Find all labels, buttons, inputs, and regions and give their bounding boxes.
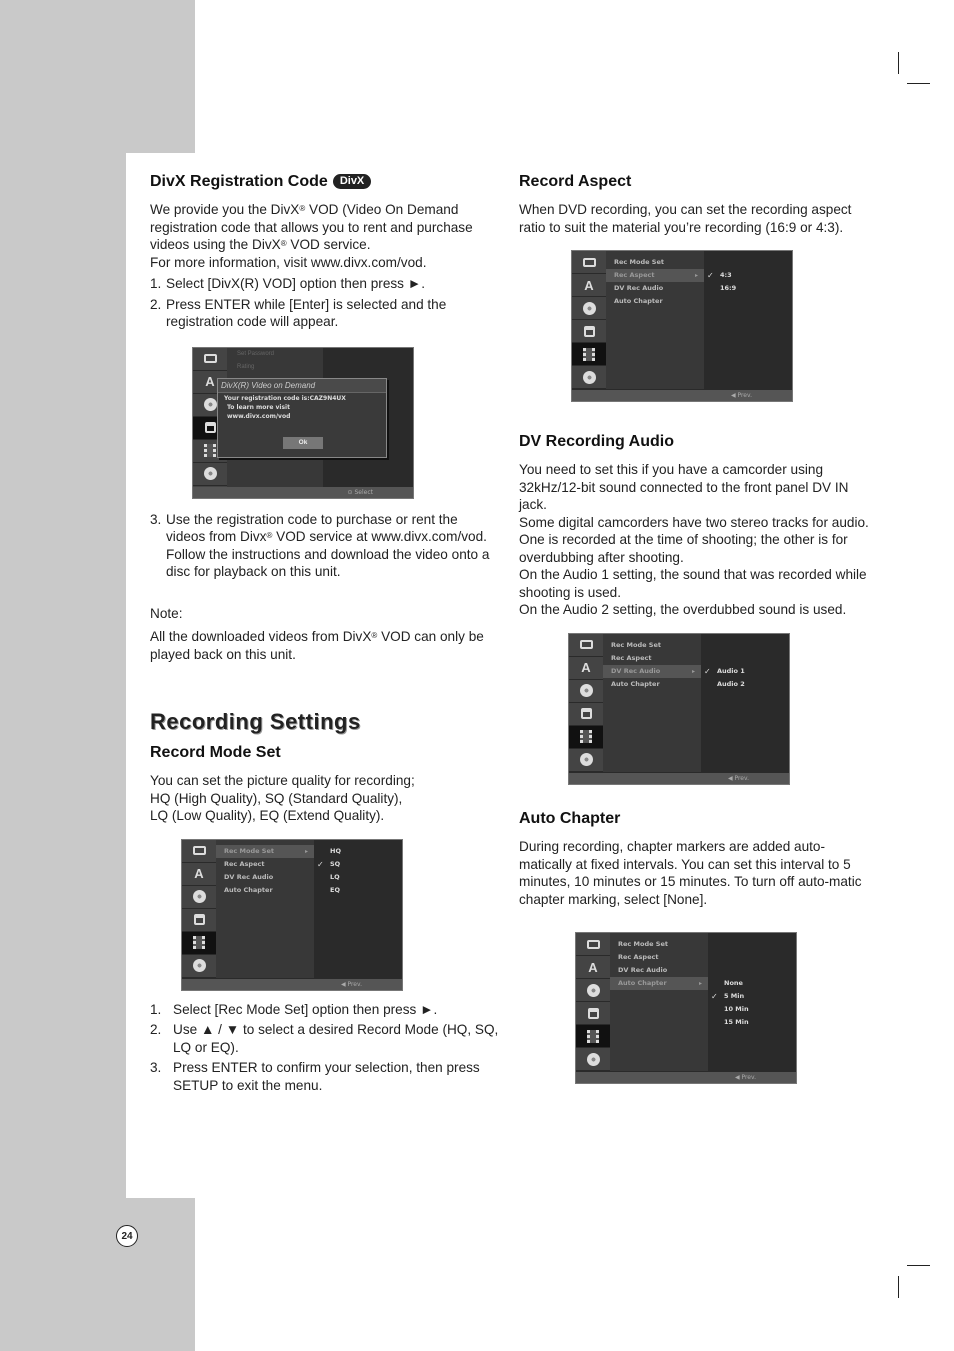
divx-intro-3: VOD service. bbox=[286, 237, 371, 253]
disc-icon bbox=[193, 348, 227, 371]
mode-text-line: HQ (High Quality), SQ (Standard Quality), bbox=[150, 790, 403, 806]
crop-mark bbox=[907, 1265, 930, 1266]
disc-icon bbox=[182, 840, 216, 863]
divx-badge: DivX bbox=[333, 174, 371, 189]
registration-code-line: Your registration code is:CAZ9N4UX bbox=[224, 394, 346, 402]
rec-mode-screen bbox=[181, 839, 403, 991]
prev-hint: ◀ Prev. bbox=[569, 773, 789, 784]
menu-list bbox=[610, 933, 708, 1071]
divx-intro-2: VOD (Video On Demand registration code that allows you to rent and purchase videos using the DivX bbox=[150, 202, 473, 253]
menu-item-auto-chapter[interactable]: Auto Chapter ▸ bbox=[610, 977, 708, 990]
dialog-url: www.divx.com/vod bbox=[227, 412, 291, 420]
step-text: Use ▲ / ▼ to select a desired Record Mode (HQ, SQ, LQ or EQ). bbox=[173, 1022, 499, 1055]
step-text: Press ENTER while [Enter] is selected and the registration code will appear. bbox=[166, 296, 447, 330]
step-text bbox=[166, 511, 500, 581]
prev-hint: ◀ Prev. bbox=[576, 1072, 796, 1083]
option-4-3[interactable] bbox=[704, 269, 792, 282]
option-label: SQ bbox=[330, 859, 341, 868]
others-icon bbox=[572, 366, 606, 389]
option-label: Audio 1 bbox=[717, 666, 745, 675]
dv-audio-p2: Some digital camcorders have two stereo tracks for audio. One is recorded at the time of shooting; the other is for overdubbing after shooting. bbox=[519, 514, 869, 565]
prev-hint: ◀ Prev. bbox=[572, 390, 792, 401]
menu-item-auto-chapter[interactable]: Auto Chapter bbox=[614, 297, 663, 306]
crop-mark bbox=[898, 1276, 899, 1298]
disc-icon bbox=[572, 251, 606, 274]
option-panel bbox=[708, 933, 796, 1071]
check-icon: ✓ bbox=[707, 271, 714, 281]
record-mode-heading: Record Mode Set bbox=[150, 744, 281, 762]
menu-item-rec-aspect[interactable]: Rec Aspect bbox=[224, 859, 265, 868]
check-icon: ✓ bbox=[704, 666, 711, 676]
language-icon: A bbox=[182, 863, 216, 886]
registered-mark: ® bbox=[266, 531, 273, 541]
divx-heading bbox=[150, 172, 500, 191]
option-lq[interactable]: LQ bbox=[330, 872, 340, 881]
step3-part-b: VOD service at www.divx.com/vod. Follow the instructions and download the video onto a disc for playback on this unit. bbox=[166, 529, 490, 580]
menu-item-dv-audio[interactable]: DV Rec Audio bbox=[614, 284, 664, 293]
others-icon bbox=[182, 955, 216, 978]
others-icon bbox=[576, 1048, 610, 1071]
option-16-9[interactable]: 16:9 bbox=[720, 284, 737, 293]
step3-part-a: Use the registration code to purchase or rent the videos from Divx bbox=[166, 511, 458, 545]
lock-icon bbox=[569, 703, 603, 726]
menu-item-auto-chapter[interactable]: Auto Chapter bbox=[224, 885, 273, 894]
menu-icon-bar bbox=[572, 251, 606, 389]
lock-icon bbox=[182, 909, 216, 932]
divx-intro-1: We provide you the DivX bbox=[150, 202, 300, 218]
divx-heading-text: DivX Registration Code bbox=[150, 173, 328, 190]
menu-icon-bar bbox=[182, 840, 216, 978]
step-number: 1. bbox=[150, 276, 162, 292]
option-hq[interactable]: HQ bbox=[330, 846, 341, 855]
disc-icon bbox=[569, 634, 603, 657]
check-icon: ✓ bbox=[317, 859, 324, 869]
list-item bbox=[150, 1001, 500, 1019]
step-number: 2. bbox=[150, 1022, 162, 1038]
auto-chapter-text: During recording, chapter markers are added auto-matically at fixed intervals. You can set this interval to 5 minutes, 10 minutes or 15 minutes. To turn off auto-matic chapter marking, select [None]. bbox=[519, 839, 862, 907]
menu-list bbox=[216, 840, 314, 978]
menu-item-dv-audio[interactable]: DV Rec Audio bbox=[224, 872, 274, 881]
dv-audio-p3: On the Audio 1 setting, the sound that was recorded while shooting is used. bbox=[519, 567, 867, 600]
auto-chapter-screen bbox=[575, 932, 797, 1084]
note-part-b: VOD can only be played back on this unit. bbox=[150, 629, 484, 662]
registered-mark: ® bbox=[371, 631, 378, 641]
audio-icon bbox=[569, 680, 603, 703]
ok-button[interactable]: Ok bbox=[283, 437, 323, 449]
note-part-a: All the downloaded videos from DivX bbox=[150, 629, 372, 645]
auto-chapter-heading: Auto Chapter bbox=[519, 809, 621, 827]
recording-icon bbox=[182, 932, 216, 955]
disc-icon bbox=[576, 933, 610, 956]
menu-item-rec-mode[interactable]: Rec Mode Set ▸ bbox=[216, 845, 314, 858]
step-text: Press ENTER to confirm your selection, then press SETUP to exit the menu. bbox=[173, 1060, 480, 1093]
dialog-title: DivX(R) Video on Demand bbox=[218, 379, 386, 393]
record-aspect-text: When DVD recording, you can set the recording aspect ratio to suit the material you’re recording (16:9 or 4:3). bbox=[519, 202, 852, 235]
crop-mark bbox=[907, 83, 930, 84]
divx-steps bbox=[150, 275, 500, 331]
page-number: 24 bbox=[116, 1225, 138, 1247]
menu-item-dv-audio[interactable]: DV Rec Audio bbox=[618, 966, 668, 975]
language-icon: A bbox=[576, 956, 610, 979]
divx-intro bbox=[150, 201, 500, 271]
lock-icon bbox=[572, 320, 606, 343]
margin-band-bottom bbox=[0, 1198, 195, 1351]
recording-icon bbox=[572, 343, 606, 366]
note-label: Note: bbox=[150, 605, 183, 621]
prev-hint: ◀ Prev. bbox=[182, 979, 402, 990]
section-title: Recording Settings bbox=[150, 709, 361, 735]
menu-item-rec-aspect[interactable]: Rec Aspect bbox=[618, 953, 659, 962]
option-panel bbox=[701, 634, 789, 772]
left-column bbox=[150, 172, 500, 1094]
dv-audio-heading: DV Recording Audio bbox=[519, 433, 674, 451]
crop-mark bbox=[898, 52, 899, 74]
note-text bbox=[150, 628, 500, 663]
dialog-line: To learn more visit bbox=[227, 403, 290, 411]
menu-item-rec-aspect[interactable]: Rec Aspect ▸ bbox=[606, 269, 704, 282]
list-item bbox=[150, 511, 500, 581]
option-panel bbox=[314, 840, 402, 978]
menu-item-rec-mode[interactable]: Rec Mode Set bbox=[614, 258, 664, 267]
language-icon: A bbox=[193, 371, 227, 394]
record-aspect-heading: Record Aspect bbox=[519, 173, 632, 190]
step-number: 1. bbox=[150, 1001, 162, 1017]
dv-audio-p4: On the Audio 2 setting, the overdubbed sound is used. bbox=[519, 602, 847, 618]
margin-band-top bbox=[0, 0, 195, 153]
language-icon: A bbox=[569, 657, 603, 680]
check-icon: ✓ bbox=[711, 992, 718, 1002]
menu-item-dimmed: Rating bbox=[237, 363, 255, 370]
others-icon bbox=[569, 749, 603, 772]
menu-icon-bar bbox=[576, 933, 610, 1071]
option-label: 5 Min bbox=[724, 992, 745, 1001]
mode-text-line: You can set the picture quality for recording; bbox=[150, 773, 415, 789]
others-icon bbox=[193, 463, 227, 486]
divx-step-3 bbox=[150, 511, 500, 581]
menu-list bbox=[606, 251, 704, 389]
rec-aspect-screen bbox=[571, 250, 793, 402]
registered-mark: ® bbox=[299, 204, 306, 214]
vod-dialog bbox=[217, 378, 387, 458]
recording-icon bbox=[569, 726, 603, 749]
menu-item-rec-aspect[interactable]: Rec Aspect bbox=[611, 653, 652, 662]
divx-intro-4: For more information, visit www.divx.com/vod. bbox=[150, 254, 427, 270]
audio-icon bbox=[182, 886, 216, 909]
audio-icon bbox=[576, 979, 610, 1002]
step-number: 2. bbox=[150, 296, 162, 312]
menu-item-dimmed: Set Password bbox=[237, 350, 275, 357]
list-item bbox=[150, 1059, 500, 1094]
menu-item-rec-mode[interactable]: Rec Mode Set bbox=[618, 940, 668, 949]
record-mode-text bbox=[150, 772, 500, 825]
option-none[interactable]: None bbox=[724, 979, 743, 988]
recording-icon bbox=[576, 1025, 610, 1048]
audio-icon bbox=[572, 297, 606, 320]
right-column bbox=[519, 172, 869, 1084]
list-item bbox=[150, 275, 500, 293]
option-audio-2[interactable]: Audio 2 bbox=[717, 679, 745, 688]
step-text: Select [DivX(R) VOD] option then press ►. bbox=[166, 276, 425, 292]
record-mode-steps bbox=[150, 1001, 500, 1095]
option-eq[interactable]: EQ bbox=[330, 885, 340, 894]
list-item bbox=[150, 296, 500, 331]
option-5-min[interactable] bbox=[708, 990, 796, 1003]
option-label: 4:3 bbox=[720, 271, 732, 280]
option-panel bbox=[704, 251, 792, 389]
option-15-min[interactable]: 15 Min bbox=[724, 1018, 749, 1027]
dv-audio-p1: You need to set this if you have a camcorder using 32kHz/12-bit sound connected to the front panel DV IN jack. bbox=[519, 462, 849, 513]
screen-footer: ⊙ Select bbox=[193, 487, 413, 498]
step-number: 3. bbox=[150, 1060, 162, 1076]
step-text: Select [Rec Mode Set] option then press ►. bbox=[173, 1001, 438, 1017]
menu-item-auto-chapter[interactable]: Auto Chapter bbox=[611, 679, 660, 688]
menu-list bbox=[603, 634, 701, 772]
menu-item-rec-mode[interactable]: Rec Mode Set bbox=[611, 640, 661, 649]
list-item bbox=[150, 1021, 500, 1056]
mode-text-line: LQ (Low Quality), EQ (Extend Quality). bbox=[150, 808, 385, 824]
option-audio-1[interactable] bbox=[701, 665, 789, 678]
step-number: 3. bbox=[150, 511, 162, 527]
menu-icon-bar bbox=[569, 634, 603, 772]
option-10-min[interactable]: 10 Min bbox=[724, 1005, 749, 1014]
lock-icon bbox=[576, 1002, 610, 1025]
dv-audio-screen bbox=[568, 633, 790, 785]
margin-band-left bbox=[0, 153, 126, 1198]
menu-item-dv-audio[interactable]: DV Rec Audio ▸ bbox=[603, 665, 701, 678]
language-icon: A bbox=[572, 274, 606, 297]
divx-vod-screen bbox=[192, 347, 414, 499]
registered-mark: ® bbox=[280, 239, 287, 249]
option-sq[interactable] bbox=[314, 858, 402, 871]
